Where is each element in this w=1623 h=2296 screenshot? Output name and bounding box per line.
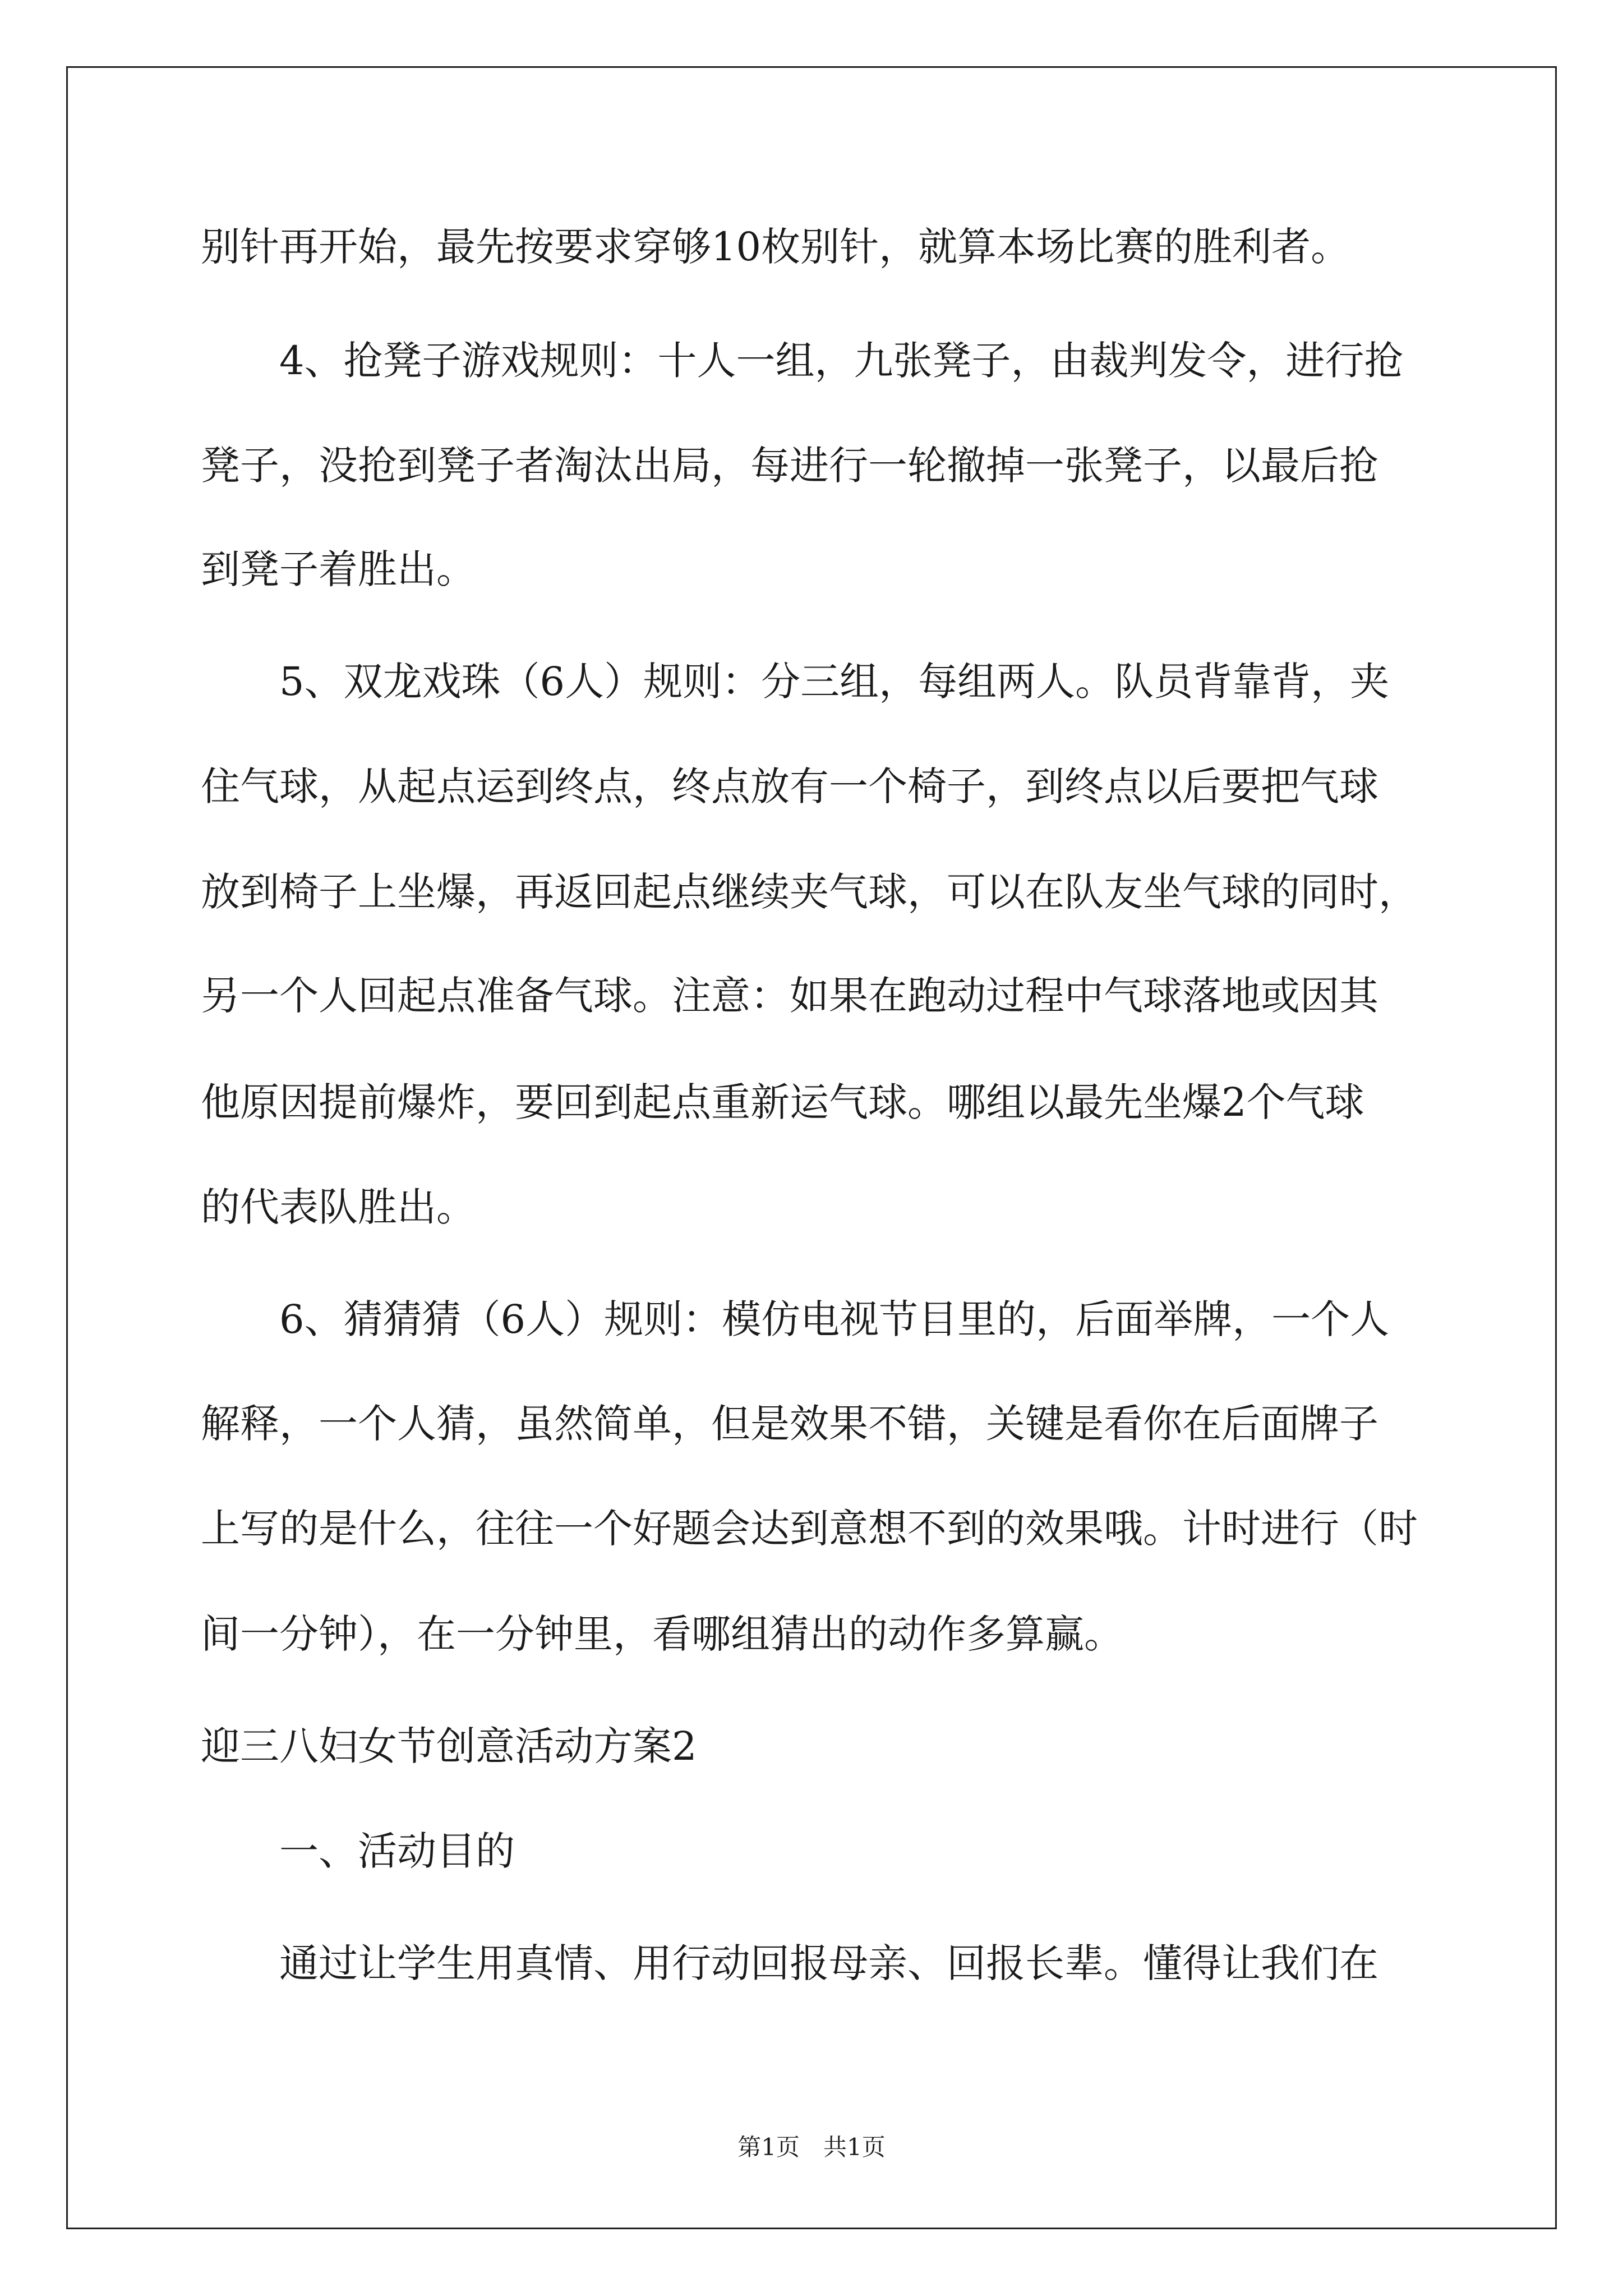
body-line-6: 住气球，从起点运到终点，终点放有一个椅子，到终点以后要把气球 — [201, 763, 1378, 809]
page-footer: 第1页 共1页 — [737, 2133, 886, 2161]
body-line-5: 5、双龙戏珠（6人）规则：分三组，每组两人。队员背靠背，夹 — [279, 659, 1390, 705]
body-line-11: 6、猜猜猜（6人）规则：模仿电视节目里的，后面举牌，一个人 — [279, 1296, 1390, 1342]
body-line-12: 解释，一个人猜，虽然简单，但是效果不错，关键是看你在后面牌子 — [201, 1401, 1378, 1447]
body-line-13: 上写的是什么，往往一个好题会达到意想不到的效果哦。计时进行（时 — [201, 1506, 1418, 1552]
subsection-heading: 一、活动目的 — [279, 1828, 515, 1874]
section-heading: 迎三八妇女节创意活动方案2 — [201, 1723, 697, 1769]
body-line-1: 别针再开始，最先按要求穿够10枚别针，就算本场比赛的胜利者。 — [201, 224, 1350, 270]
body-line-7: 放到椅子上坐爆，再返回起点继续夹气球，可以在队友坐气球的同时， — [201, 869, 1418, 915]
body-line-3: 凳子，没抢到凳子者淘汰出局，每进行一轮撤掉一张凳子，以最后抢 — [201, 443, 1378, 489]
body-line-10: 的代表队胜出。 — [201, 1184, 476, 1230]
body-line-14: 间一分钟），在一分钟里，看哪组猜出的动作多算赢。 — [201, 1611, 1123, 1657]
body-line-8: 另一个人回起点准备气球。注意：如果在跑动过程中气球落地或因其 — [201, 973, 1378, 1019]
body-line-9: 他原因提前爆炸，要回到起点重新运气球。哪组以最先坐爆2个气球 — [201, 1079, 1364, 1125]
body-line-4: 到凳子着胜出。 — [201, 546, 476, 592]
body-line-2: 4、抢凳子游戏规则：十人一组，九张凳子，由裁判发令，进行抢 — [279, 338, 1404, 384]
body-line-17: 通过让学生用真情、用行动回报母亲、回报长辈。懂得让我们在 — [279, 1940, 1378, 1986]
page-border — [66, 66, 1557, 2229]
